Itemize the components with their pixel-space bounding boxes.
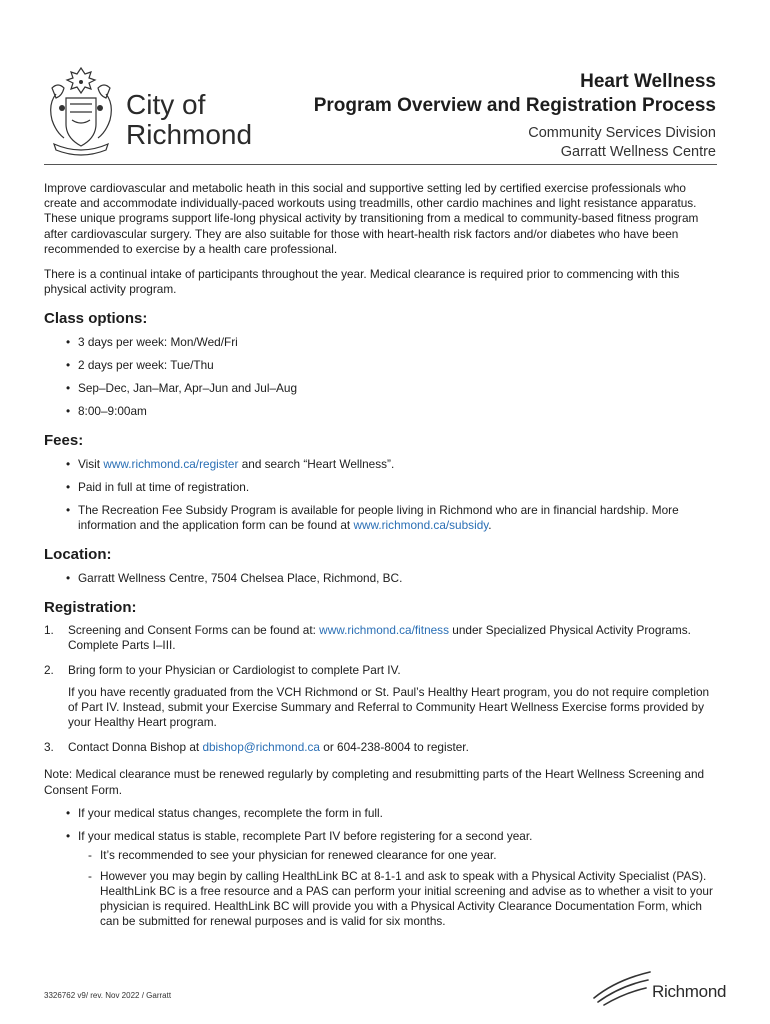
registration-step-2 — [44, 663, 720, 730]
fees-list — [44, 457, 720, 534]
registration-steps — [44, 623, 720, 755]
intro-paragraph-1: Improve cardiovascular and metabolic heath in this social and supportive setting led by certified exercise professionals who create and accommodate individually-paced workouts using treadmills, other cardio machines and light resistance apparatus. These unique programs support life-long physical activity by transitioning from a medical to community-based fitness program after cardiovascular surgery. They are also suitable for those with heart-health risk factors and/or diabetes who have been recommended to exercise by a health care professional. — [44, 181, 699, 256]
list-item — [66, 503, 720, 533]
note-list — [44, 806, 720, 929]
division-line-1: Community Services Division — [528, 125, 716, 141]
page-title — [314, 70, 716, 118]
fees-item1-post: and search “Heart Wellness”. — [238, 456, 395, 471]
registration-step-3 — [44, 740, 720, 755]
subsidy-link[interactable]: www.richmond.ca/subsidy — [353, 518, 489, 533]
list-item: - It’s recommended to see your physician for renewed clearance for one year. — [88, 848, 720, 863]
list-item: • Sep–Dec, Jan–Mar, Apr–Jun and Jul–Aug — [66, 381, 720, 396]
location-heading: Location: — [44, 546, 112, 564]
list-item: • 8:00–9:00am — [66, 404, 720, 419]
fees-item3-pre: The Recreation Fee Subsidy Program is available for people living in Richmond who are in financial hardship. More information and the application form can be found at — [78, 503, 679, 533]
list-item: • 3 days per week: Mon/Wed/Fri — [66, 335, 720, 350]
class-options-heading: Class options: — [44, 310, 148, 328]
class-options-list — [44, 335, 720, 420]
registration-step-1 — [44, 623, 720, 653]
medical-clearance-note: Note: Medical clearance must be renewed regularly by completing and resubmitting parts of the Heart Wellness Screening and Consent Form. — [44, 767, 705, 797]
location-list — [44, 571, 720, 586]
list-item: • If your medical status changes, recomplete the form in full. — [66, 806, 720, 821]
footer-logo-text: Richmond — [652, 982, 727, 1001]
list-item: - However you may begin by calling HealthLink BC at 8-1-1 and ask to speak with a Physical Activity Specialist (PAS). HealthLink BC is a free resource and a PAS can perform your initial screening and advise as to whether a visit to your physician is required. HealthLink BC will provide you with a Physical Activity Clearance Documentation Form, which can be submitted for renewal purposes and is valid for six months. — [88, 869, 720, 930]
step1-post: under Specialized Physical Activity Programs. Complete Parts I–III. — [68, 623, 691, 653]
list-item: • Garratt Wellness Centre, 7504 Chelsea Place, Richmond, BC. — [66, 571, 720, 586]
intro-paragraph-2: There is a continual intake of participants throughout the year. Medical clearance is required prior to commencing with this physical activity program. — [44, 267, 680, 297]
org-line-1: City of — [126, 89, 206, 120]
fees-heading: Fees: — [44, 432, 84, 450]
step-number: 2. — [44, 663, 54, 678]
list-item — [66, 829, 720, 929]
header-divider — [44, 164, 717, 165]
step2-text: Bring form to your Physician or Cardiologist to complete Part IV. — [68, 663, 401, 678]
note-sublist — [78, 848, 720, 929]
org-line-2: Richmond — [126, 119, 253, 150]
city-crest-logo — [42, 64, 120, 160]
step3-pre: Contact Donna Bishop at — [68, 740, 203, 755]
fees-item3-post: . — [488, 518, 492, 533]
fitness-link[interactable]: www.richmond.ca/fitness — [319, 623, 449, 638]
step2-note: If you have recently graduated from the VCH Richmond or St. Paul’s Healthy Heart program, you do not require completion of Part IV. Instead, submit your Exercise Summary and Referral to Community Heart Wellness Exercise forms provided by your Healthy Heart program. — [68, 684, 710, 730]
list-item — [66, 457, 720, 472]
title-line-2: Program Overview and Registration Process — [313, 95, 716, 116]
step-number: 1. — [44, 623, 54, 638]
list-item: • 2 days per week: Tue/Thu — [66, 358, 720, 373]
list-item: • Paid in full at time of registration. — [66, 480, 720, 495]
document-header — [314, 70, 716, 162]
document-body — [44, 181, 720, 937]
register-link[interactable]: www.richmond.ca/register — [103, 456, 239, 471]
email-link[interactable]: dbishop@richmond.ca — [202, 740, 320, 755]
step1-pre: Screening and Consent Forms can be found at: — [68, 623, 320, 638]
step-number: 3. — [44, 740, 54, 755]
document-code: 3326762 v9/ rev. Nov 2022 / Garratt — [44, 991, 172, 1000]
division-info — [314, 124, 716, 162]
fees-item1-pre: Visit — [78, 456, 104, 471]
note-item2-text: If your medical status is stable, recomplete Part IV before registering for a second year. — [78, 829, 533, 844]
city-of-richmond-wordmark — [126, 90, 252, 150]
division-line-2: Garratt Wellness Centre — [560, 144, 716, 160]
title-line-1: Heart Wellness — [580, 71, 716, 92]
registration-heading: Registration: — [44, 598, 137, 616]
step3-post: or 604-238-8004 to register. — [320, 740, 469, 755]
